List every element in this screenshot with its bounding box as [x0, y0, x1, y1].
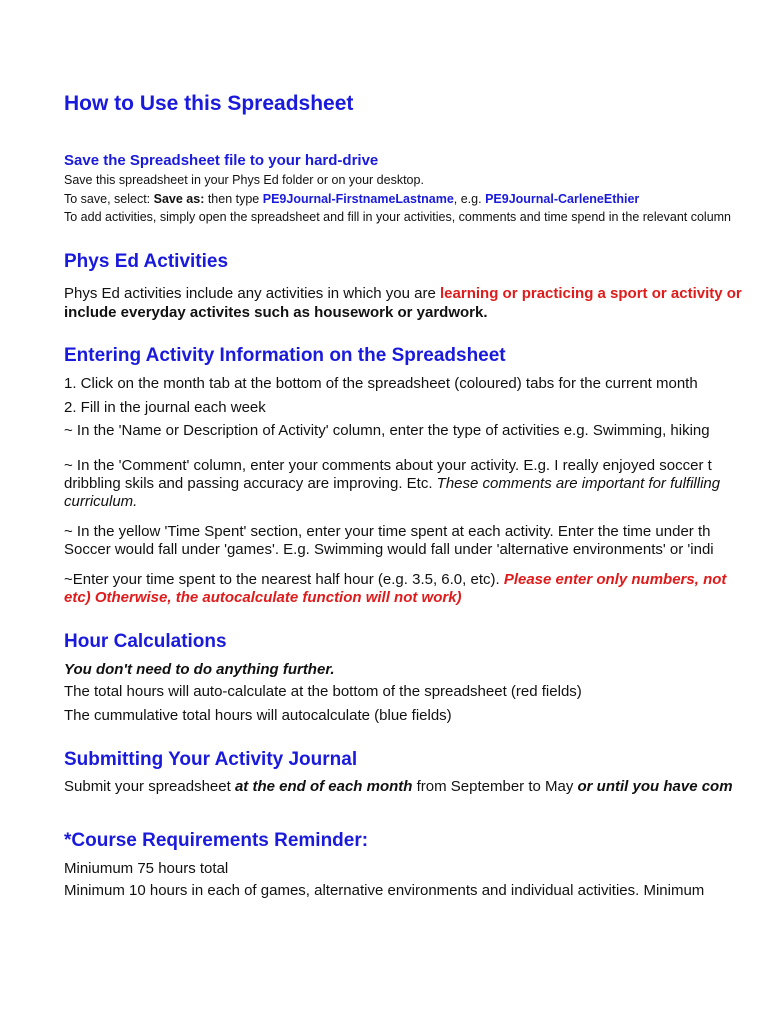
activities-para-1	[64, 285, 742, 302]
activities-para-1-a: Phys Ed activities include any activities in which you are	[64, 285, 441, 302]
entering-enter-2: etc) Otherwise, the autocalculate function will not work)	[64, 589, 462, 606]
entering-enter-1	[64, 571, 726, 588]
submitting-line-c: from September to May	[412, 778, 578, 795]
hours-line-1: The total hours will auto-calculate at the bottom of the spreadsheet (red fields)	[64, 683, 582, 700]
entering-comment-2-a: dribbling skils and passing accuracy are improving. Etc.	[64, 475, 437, 492]
hours-line-2: The cummulative total hours will autocalculate (blue fields)	[64, 707, 452, 724]
save-line-2-e: , e.g.	[453, 192, 486, 206]
entering-comment-1: ~ In the 'Comment' column, enter your comments about your activity. E.g. I really enjoyed soccer t	[64, 457, 712, 474]
submitting-heading: Submitting Your Activity Journal	[64, 749, 358, 770]
save-heading: Save the Spreadsheet file to your hard-drive	[64, 152, 379, 169]
save-line-2	[64, 192, 639, 206]
entering-step-1: 1. Click on the month tab at the bottom of the spreadsheet (coloured) tabs for the current month	[64, 375, 698, 392]
entering-step-2: 2. Fill in the journal each week	[64, 399, 266, 416]
requirements-line-1: Miniumum 75 hours total	[64, 860, 229, 877]
requirements-heading: *Course Requirements Reminder:	[64, 830, 369, 851]
submitting-line-a: Submit your spreadsheet	[64, 778, 235, 795]
filename-example: PE9Journal-CarleneEthier	[485, 192, 640, 206]
entering-time-1: ~ In the yellow 'Time Spent' section, enter your time spent at each activity. Enter the time under th	[64, 523, 711, 540]
entering-name-column: ~ In the 'Name or Description of Activity' column, enter the type of activities e.g. Swimming, hiking	[64, 422, 710, 439]
hours-heading: Hour Calculations	[64, 631, 227, 652]
entering-comment-3: curriculum.	[64, 493, 138, 510]
submitting-line-b: at the end of each month	[234, 778, 413, 795]
save-line-2-c: then type	[204, 192, 263, 206]
entering-heading: Entering Activity Information on the Spreadsheet	[64, 345, 506, 366]
activities-para-2: include everyday activites such as housework or yardwork.	[64, 304, 488, 321]
entering-enter-1-a: ~Enter your time spent to the nearest half hour (e.g. 3.5, 6.0, etc).	[64, 571, 504, 588]
hours-note: You don't need to do anything further.	[64, 661, 335, 678]
entering-time-2: Soccer would fall under 'games'. E.g. Swimming would fall under 'alternative environments' or 'indi	[64, 541, 714, 558]
page-title: How to Use this Spreadsheet	[64, 92, 354, 115]
save-as-label: Save as:	[153, 192, 205, 206]
save-line-2-a: To save, select:	[64, 192, 154, 206]
save-line-1: Save this spreadsheet in your Phys Ed folder or on your desktop.	[64, 173, 424, 187]
requirements-line-2: Minimum 10 hours in each of games, alternative environments and individual activities. Minimum	[64, 882, 705, 899]
save-line-3: To add activities, simply open the spreadsheet and fill in your activities, comments and time spend in the relevant column	[64, 210, 732, 224]
activities-para-1-b: learning or practicing a sport or activity or	[440, 285, 742, 302]
entering-enter-1-b: Please enter only numbers, not	[503, 571, 727, 588]
entering-comment-2	[64, 475, 720, 492]
activities-heading: Phys Ed Activities	[64, 251, 229, 272]
submitting-line	[64, 778, 733, 795]
filename-template: PE9Journal-FirstnameLastname	[262, 192, 454, 206]
entering-comment-2-b: These comments are important for fulfilling	[436, 475, 721, 492]
submitting-line-d: or until you have com	[577, 778, 733, 795]
